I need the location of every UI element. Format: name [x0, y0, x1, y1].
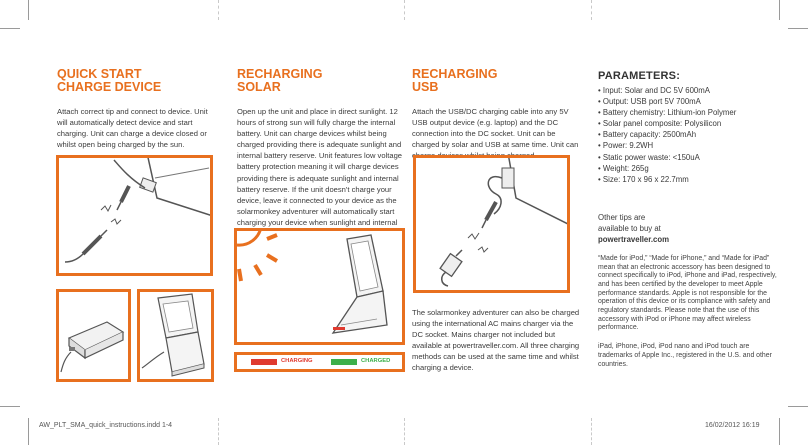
- footer-datetime: 16/02/2012 16:19: [705, 422, 760, 429]
- parameter-item: • Static power waste: <150uA: [598, 152, 778, 163]
- parameters-title: PARAMETERS:: [598, 70, 681, 82]
- parameter-item: • Weight: 265g: [598, 163, 778, 174]
- fold-mark: [591, 0, 592, 20]
- crop-mark: [28, 418, 29, 445]
- crop-mark: [0, 28, 20, 29]
- panel-heading: [237, 68, 407, 94]
- usb-cable-illustration: [416, 158, 567, 290]
- panel-quick-start: [57, 68, 215, 150]
- parameter-item: • Battery chemistry: Lithium-ion Polymer: [598, 107, 778, 118]
- heading-line: RECHARGING: [412, 67, 498, 81]
- phone-charging-illustration: [59, 158, 210, 273]
- panel-heading: [412, 68, 582, 94]
- fold-mark: [404, 418, 405, 445]
- panel-recharging-usb: [412, 68, 582, 161]
- solar-unit-closed-illustration: [59, 292, 128, 379]
- panel-body: Attach correct tip and connect to device. Unit will automatically detect device and start charging. Unit can charge a device closed or whilst open being charged by the sun.: [57, 107, 208, 150]
- charged-swatch: [331, 359, 357, 365]
- trademark-notice: iPad, iPhone, iPod, iPod nano and iPod touch are trademarks of Apple Inc., registered in the U.S. and other countries.: [598, 343, 772, 368]
- charging-swatch: [251, 359, 277, 365]
- panel-recharging-solar: [237, 68, 407, 239]
- parameter-item: • Input: Solar and DC 5V 600mA: [598, 85, 778, 96]
- sun-solar-unit-illustration: [237, 231, 402, 342]
- illustration-usb-charging: [413, 155, 570, 293]
- illustration-unit-closed: [56, 289, 131, 382]
- panel-heading: [57, 68, 215, 94]
- panel-body: Attach the USB/DC charging cable into any 5V USB output device (e.g. laptop) and the DC connection into the DC socket. Unit can be charged by solar and USB at same time. Unit can: [412, 107, 579, 150]
- heading-line: CHARGE DEVICE: [57, 80, 162, 94]
- tips-line: Other tips are: [598, 212, 646, 222]
- parameters-list: [598, 85, 778, 185]
- fold-mark: [218, 0, 219, 20]
- charged-label: CHARGED: [361, 358, 391, 364]
- heading-line: QUICK START: [57, 67, 142, 81]
- panel-body: Open up the unit and place in direct sunlight. 12 hours of strong sun will fully charge the internal battery. Unit can charge devices whilst being charged providing there is adequate sunlight and internal battery reserve. Unit features low voltage battery protection meaning it will charge devices providing there is adequate sunlight and internal battery reserve. If the unit doesn't charge your device, leave it connected to your device as the solarmonkey adventurer will automatically start charging your device when sunlight and internal: [237, 107, 403, 227]
- crop-mark: [788, 28, 808, 29]
- charging-label: CHARGING: [281, 358, 313, 364]
- heading-line: USB: [412, 80, 439, 94]
- crop-mark: [779, 0, 780, 20]
- solar-unit-open-illustration: [140, 292, 211, 379]
- fold-mark: [404, 0, 405, 20]
- crop-mark: [788, 406, 808, 407]
- fold-mark: [591, 418, 592, 445]
- panel-usb-extra: [412, 295, 584, 374]
- crop-mark: [0, 406, 20, 407]
- heading-line: RECHARGING: [237, 67, 323, 81]
- footer-filename: AW_PLT_SMA_quick_instructions.indd 1-4: [39, 422, 173, 429]
- panel-body-secondary: The solarmonkey adventurer can also be charged using the international AC mains charger via the DC socket. Mains charger not included but available at powertraveller.com. All three charging methods can be used at the same time and whilst charging a device.: [412, 308, 580, 373]
- charge-status-legend: [234, 352, 405, 372]
- tips-text: [598, 212, 778, 234]
- apple-notice: “Made for iPod,” “Made for iPhone,” and “Made for iPad” mean that an electronic accessory has been designed to connect specifically to iPod, iPhone and iPad, respectively, and has been certified by the developer to meet Apple performance standards. Apple is not responsible for the operation of this device or its compliance with safety and regulatory standards. Please note that the use of this accessory with iPod or iPhone may affect wireless performance.: [598, 254, 777, 332]
- website-link[interactable]: powertraveller.com: [598, 234, 670, 244]
- crop-mark: [28, 0, 29, 20]
- parameter-item: • Power: 9.2WH: [598, 140, 778, 151]
- illustration-charge-device: [56, 155, 213, 276]
- heading-line: SOLAR: [237, 80, 281, 94]
- panel-parameters: [598, 70, 778, 369]
- parameter-item: • Output: USB port 5V 700mA: [598, 96, 778, 107]
- illustration-unit-open: [137, 289, 214, 382]
- illustration-solar-charging: [234, 228, 405, 345]
- crop-mark: [779, 418, 780, 445]
- parameter-item: • Size: 170 x 96 x 22.7mm: [598, 174, 778, 185]
- parameter-item: • Solar panel composite: Polysilicon: [598, 118, 778, 129]
- tips-line: available to buy at: [598, 223, 661, 233]
- parameter-item: • Battery capacity: 2500mAh: [598, 129, 778, 140]
- fold-mark: [218, 418, 219, 445]
